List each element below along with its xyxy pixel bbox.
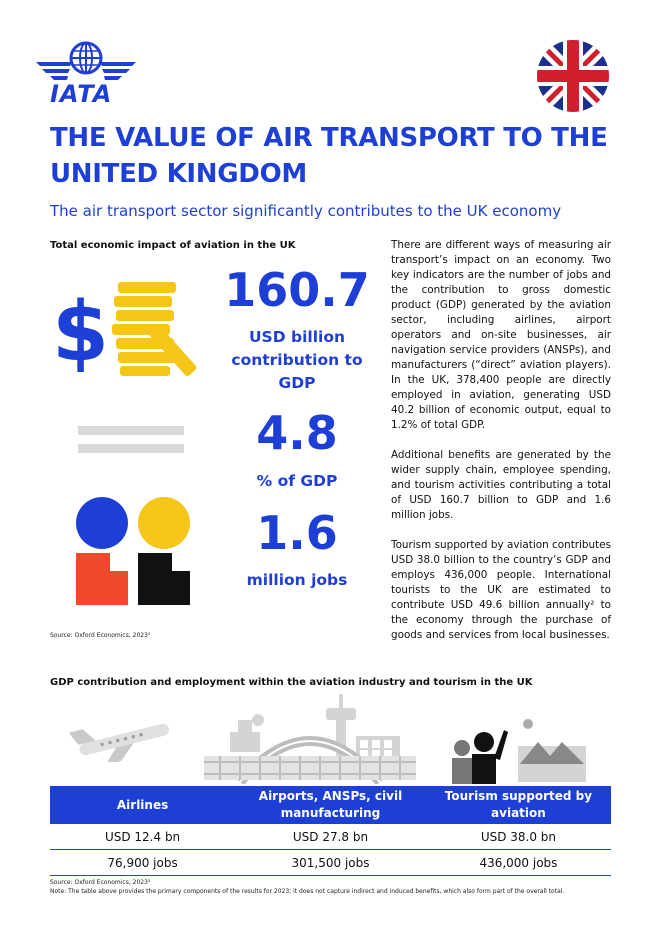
paragraph-3: Tourism supported by aviation contributes USD 38.0 billion to the country’s GDP and employs 436,000 people. International tourists to the UK are estimated to contribute USD 49.6 billion annually² to the economy through the purchase of goods and services from local businesses.: [391, 539, 611, 641]
uk-flag-icon: [537, 40, 609, 112]
gdp-table: [50, 786, 611, 876]
people-icon: [74, 497, 194, 607]
table-cell: USD 38.0 bn: [426, 824, 611, 850]
pct-value: 4.8: [256, 406, 338, 460]
paragraph-2: Additional benefits are generated by the wider supply chain, employee spending, and tourism activities contributing a total of USD 160.7 billion to GDP and 1.6 million jobs.: [391, 449, 611, 521]
page-subtitle: The air transport sector significantly contributes to the UK economy: [50, 202, 562, 220]
paragraph-1: There are different ways of measuring air transport’s impact on an economy. Two key indicators are the number of jobs and the contribution to gross domestic product (GDP) generated by the aviation sector, including airlines, airport operators and on-site businesses, air navigation service providers (ANSPs), and manufacturers (“direct” aviation players). In the UK, 378,400 people are directly employed in aviation, generating USD 40.2 billion of economic output, equal to 1.2% of total GDP.: [391, 239, 611, 431]
table-heading: GDP contribution and employment within the aviation industry and tourism in the UK: [50, 677, 533, 688]
tourism-icon: [448, 716, 588, 784]
airplane-icon: [70, 716, 174, 762]
pct-label: % of GDP: [256, 472, 338, 490]
percent-bars-icon: [78, 426, 186, 456]
table-cell: 301,500 jobs: [235, 850, 426, 876]
svg-text:$: $: [52, 285, 110, 380]
impact-heading: Total economic impact of aviation in the UK: [50, 240, 296, 251]
page-title: THE VALUE OF AIR TRANSPORT TO THE UNITED KINGDOM: [50, 123, 608, 189]
table-source: Source: Oxford Economics, 2023³: [50, 879, 151, 886]
airport-icon: [200, 690, 420, 784]
body-text: [391, 238, 611, 658]
iata-logo-text: IATA: [50, 80, 113, 108]
column-header-airlines: Airlines: [50, 786, 235, 824]
iata-logo: [34, 40, 138, 106]
dollar-coins-icon: [48, 280, 218, 380]
table-cell: USD 12.4 bn: [50, 824, 235, 850]
gdp-value: 160.7: [224, 263, 370, 317]
table-cell: 436,000 jobs: [426, 850, 611, 876]
gdp-label: USD billion contribution to GDP: [231, 328, 363, 392]
impact-source: Source: Oxford Economics, 2023¹: [50, 632, 151, 639]
table-row: [50, 850, 611, 876]
jobs-value: 1.6: [256, 506, 338, 560]
column-header-airports: Airports, ANSPs, civil manufacturing: [235, 786, 426, 824]
table-row: [50, 824, 611, 850]
jobs-label: million jobs: [246, 571, 348, 589]
table-cell: USD 27.8 bn: [235, 824, 426, 850]
table-cell: 76,900 jobs: [50, 850, 235, 876]
table-note: Note: The table above provides the primary components of the results for 2023; it does not capture indirect and induced benefits, which also form part of the overall total.: [50, 888, 565, 895]
table-header-row: [50, 786, 611, 824]
column-header-tourism: Tourism supported by aviation: [426, 786, 611, 824]
